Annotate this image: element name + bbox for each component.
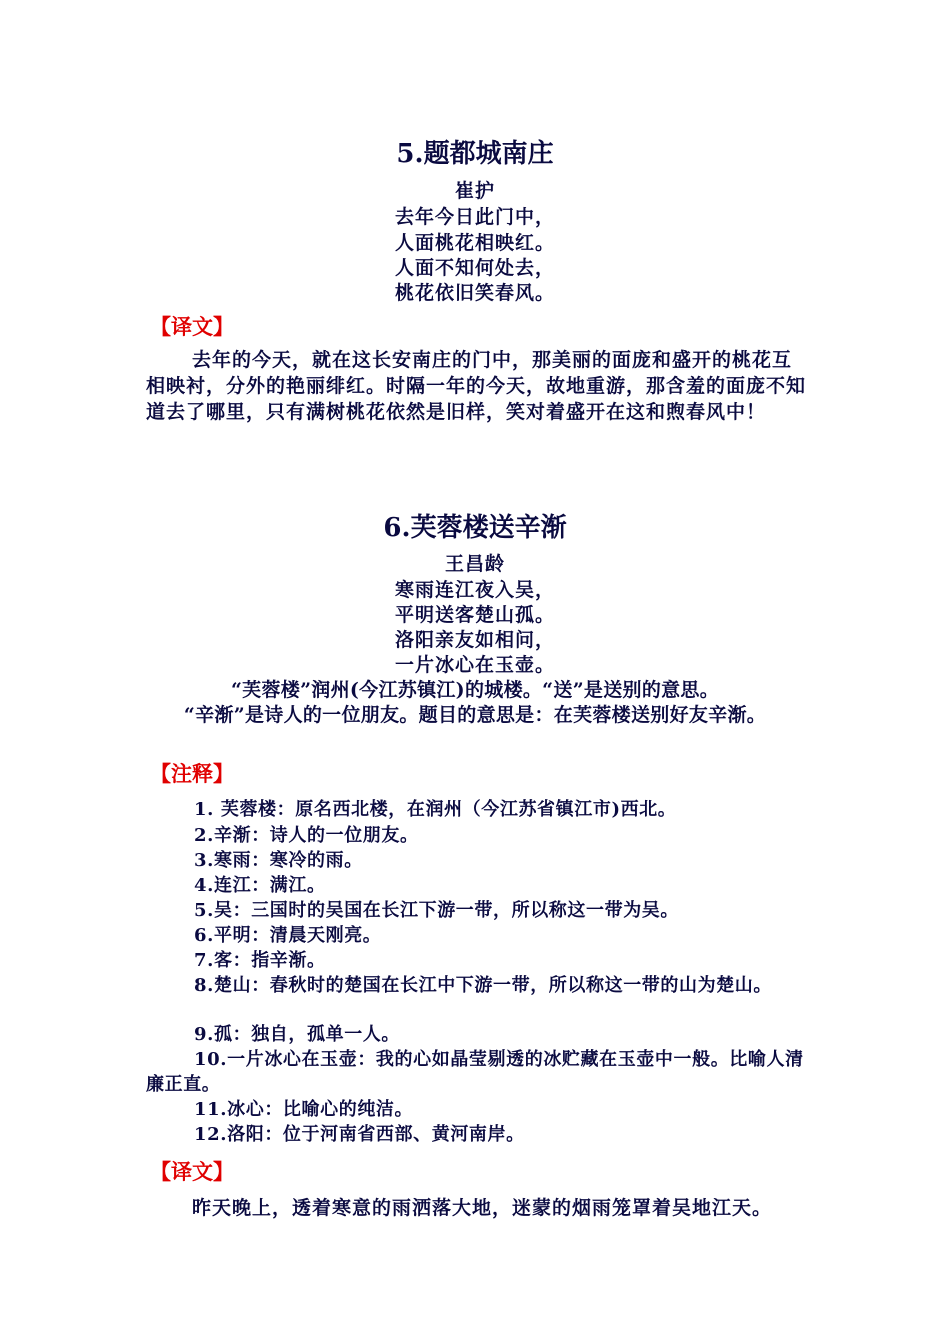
note-item: 6.平明：清晨天刚亮。 <box>194 925 382 946</box>
poem5-author: 崔护 <box>454 180 495 202</box>
poem6-line-1: 寒雨连江夜入吴， <box>394 579 555 601</box>
poem5-translation: 去年的今天，就在这长安南庄的门中，那美丽的面庞和盛开的桃花互相映衬，分外的艳丽绯红。时隔一年的今天，故地重游，那含羞的面庞不知道去了哪里，只有满树桃花依然是旧样，笑对着盛开在这和煦春风中！ <box>146 349 807 423</box>
poem6-translation: 昨天晚上，透着寒意的雨洒落大地，迷蒙的烟雨笼罩着吴地江天。 <box>192 1197 773 1219</box>
note-item: 5.吴：三国时的吴国在长江下游一带，所以称这一带为吴。 <box>194 900 679 921</box>
poem5-line-4: 桃花依旧笑春风。 <box>394 282 555 304</box>
poem6-line-3: 洛阳亲友如相问， <box>394 629 555 651</box>
note-item: 12.洛阳：位于河南省西部、黄河南岸。 <box>194 1124 525 1145</box>
note-item: 4.连江：满江。 <box>194 875 326 896</box>
poem6-line-2: 平明送客楚山孤。 <box>394 604 555 626</box>
poem6-title: 6.芙蓉楼送辛渐 <box>383 513 567 543</box>
note-item: 1. 芙蓉楼：原名西北楼，在润州（今江苏省镇江市)西北。 <box>194 799 677 820</box>
poem6-author: 王昌龄 <box>444 553 505 575</box>
note-item: 9.孤：独自，孤单一人。 <box>194 1024 400 1045</box>
poem6-intro-2: “辛渐”是诗人的一位朋友。题目的意思是：在芙蓉楼送别好友辛渐。 <box>183 704 767 726</box>
poem5-line-1: 去年今日此门中， <box>394 206 555 228</box>
poem5-line-2: 人面桃花相映红。 <box>394 232 555 254</box>
poem5-translation-heading: 【译文】 <box>150 315 234 339</box>
note-item: 10.一片冰心在玉壶：我的心如晶莹剔透的冰贮藏在玉壶中一般。比喻人清廉正直。 <box>146 1049 804 1095</box>
note-item: 8.楚山：春秋时的楚国在长江中下游一带，所以称这一带的山为楚山。 <box>194 975 772 996</box>
note-item: 2.辛渐：诗人的一位朋友。 <box>194 825 419 846</box>
poem5-title: 5.题都城南庄 <box>396 139 554 169</box>
note-item: 7.客：指辛渐。 <box>194 950 326 971</box>
poem6-translation-heading: 【译文】 <box>150 1160 234 1184</box>
poem6-notes-heading: 【注释】 <box>150 762 234 786</box>
note-item: 3.寒雨：寒冷的雨。 <box>194 850 363 871</box>
poem5-line-3: 人面不知何处去， <box>394 257 555 279</box>
poem6-intro-1: “芙蓉楼”润州(今江苏镇江)的城楼。“送”是送别的意思。 <box>230 679 720 701</box>
note-item: 11.冰心：比喻心的纯洁。 <box>194 1099 414 1120</box>
poem6-line-4: 一片冰心在玉壶。 <box>394 654 555 676</box>
